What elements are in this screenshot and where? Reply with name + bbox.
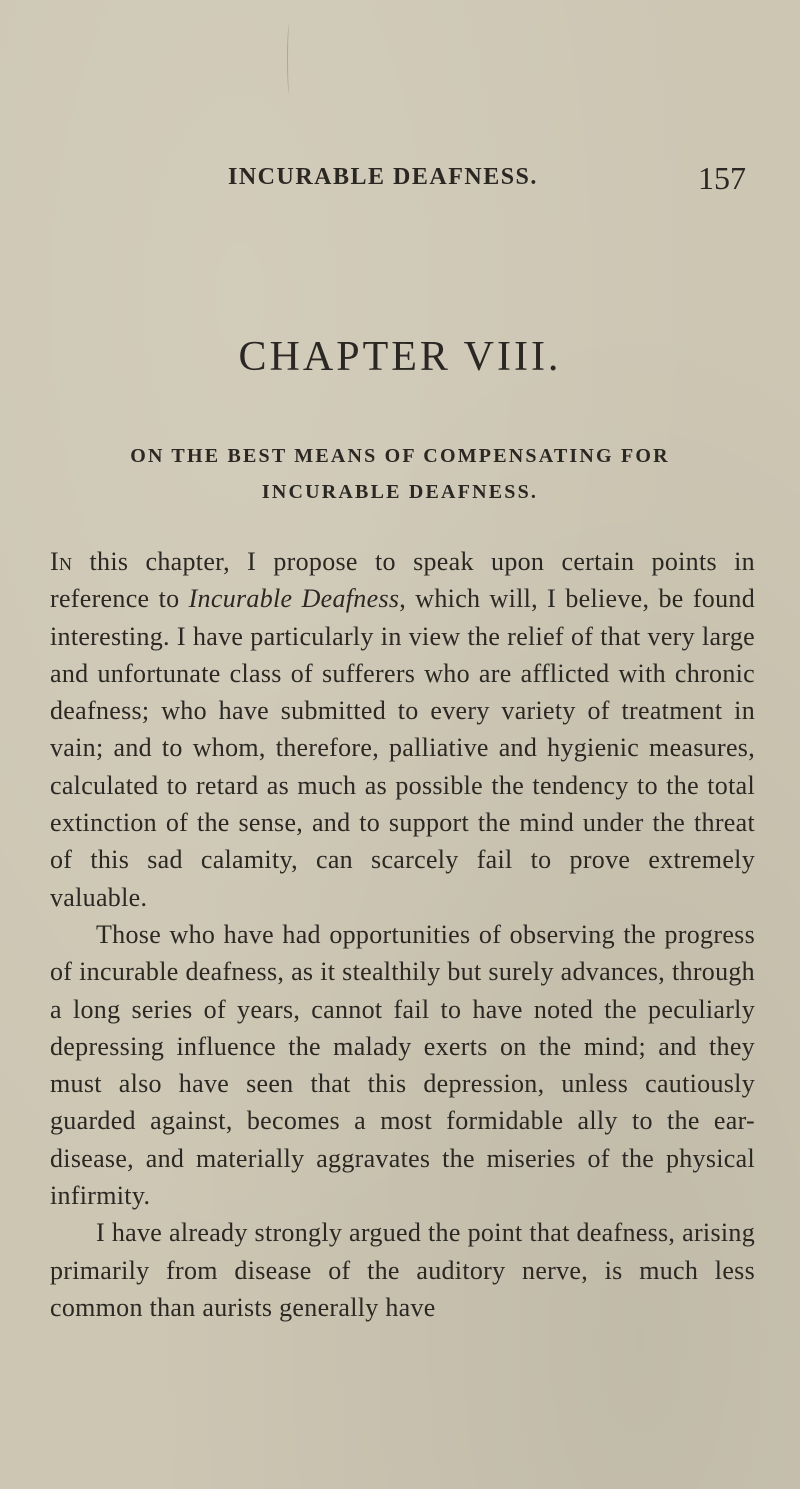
chapter-heading: CHAPTER VIII. [238, 334, 562, 380]
paragraph-3: I have already strongly argued the point that deafness, arising primarily from disease of the auditory nerve, is much less common than aurists generally have [50, 1218, 755, 1322]
paragraph-1-first-word: In [50, 547, 73, 576]
running-head [0, 160, 800, 204]
paper-mark [287, 24, 292, 94]
chapter-subtitle [0, 438, 800, 510]
chapter-subtitle-line-2: INCURABLE DEAFNESS. [261, 481, 539, 503]
body-text [50, 543, 755, 1326]
paragraph-1-text-b: , which will, I believe, be found interesting. I have particularly in view the relief of that very large and unfortunate class of sufferers who are afflicted with chronic deafness; who have submitted to every variety of treatment in vain; and to whom, therefore, palliative and hygienic measures, calculated to retard as much as possible the tendency to the total extinction of the sense, and to support the mind under the threat of this sad calamity, can scarcely fail to prove extremely valuable. [50, 584, 755, 912]
running-head-title: INCURABLE DEAFNESS. [228, 164, 538, 190]
paragraph-2: Those who have had opportunities of observing the progress of incurable deafness, as it stealthily but surely advances, through a long series of years, cannot fail to have noted the peculiarly depressing influence the malady exerts on the mind; and they must also have seen that this depression, unless cautiously guarded against, becomes a most formidable ally to the ear-disease, and materially aggravates the miseries of the physical infirmity. [50, 919, 755, 1211]
paragraph-1-italic: Incurable Deafness [188, 584, 400, 614]
paragraph-1-text-a: this chapter, I propose to speak upon certain points in reference to [50, 547, 755, 614]
paragraph-1 [50, 543, 755, 916]
page-number: 157 [698, 160, 746, 196]
chapter-subtitle-line-1: ON THE BEST MEANS OF COMPENSATING FOR [130, 445, 670, 467]
